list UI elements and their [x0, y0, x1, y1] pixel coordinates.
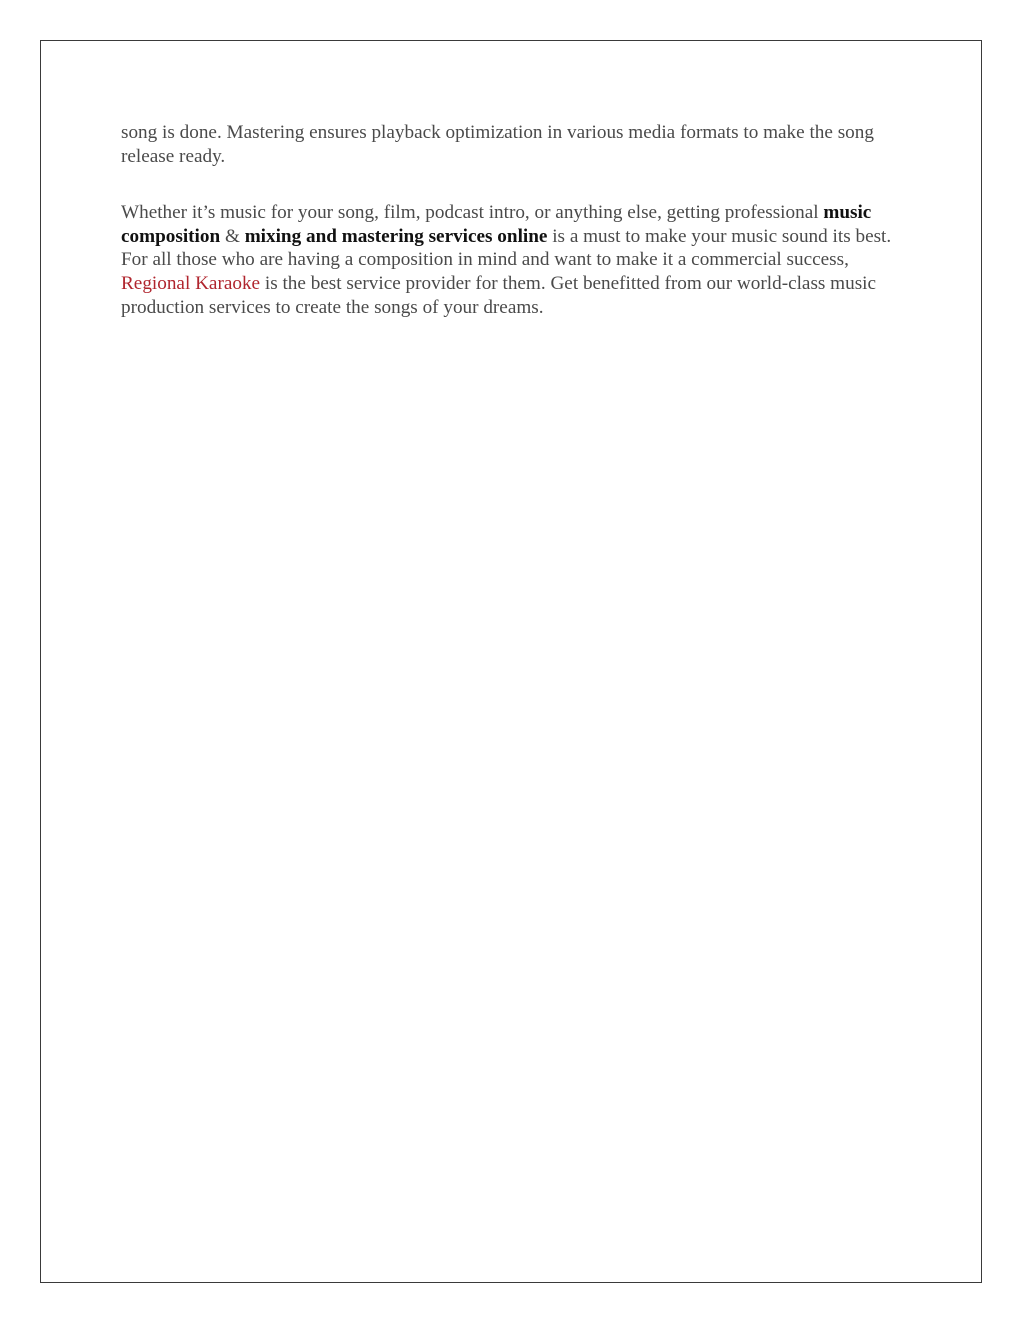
mixing-mastering-link[interactable]: mixing and mastering services online — [244, 225, 548, 247]
paragraph-text-2: & — [220, 225, 245, 247]
document-body — [121, 121, 911, 319]
paragraph-mastering: song is done. Mastering ensures playback optimization in various media formats to make the song release ready. — [121, 122, 874, 167]
paragraph-text-4: is the best service provider for them. Get benefitted from our world-class music production services to create the songs of your dreams. — [121, 272, 877, 318]
paragraph-text-3: is a must to make your music sound its best. For all those who are having a composition in mind and want to make it a commercial success, — [121, 225, 892, 271]
music-composition-link[interactable]: music composition — [121, 202, 872, 247]
paragraph-text-1: Whether it’s music for your song, film, podcast intro, or anything else, getting professional — [121, 202, 824, 224]
paragraph-services — [121, 201, 911, 319]
regional-karaoke-link[interactable]: Regional Karaoke — [121, 272, 261, 294]
